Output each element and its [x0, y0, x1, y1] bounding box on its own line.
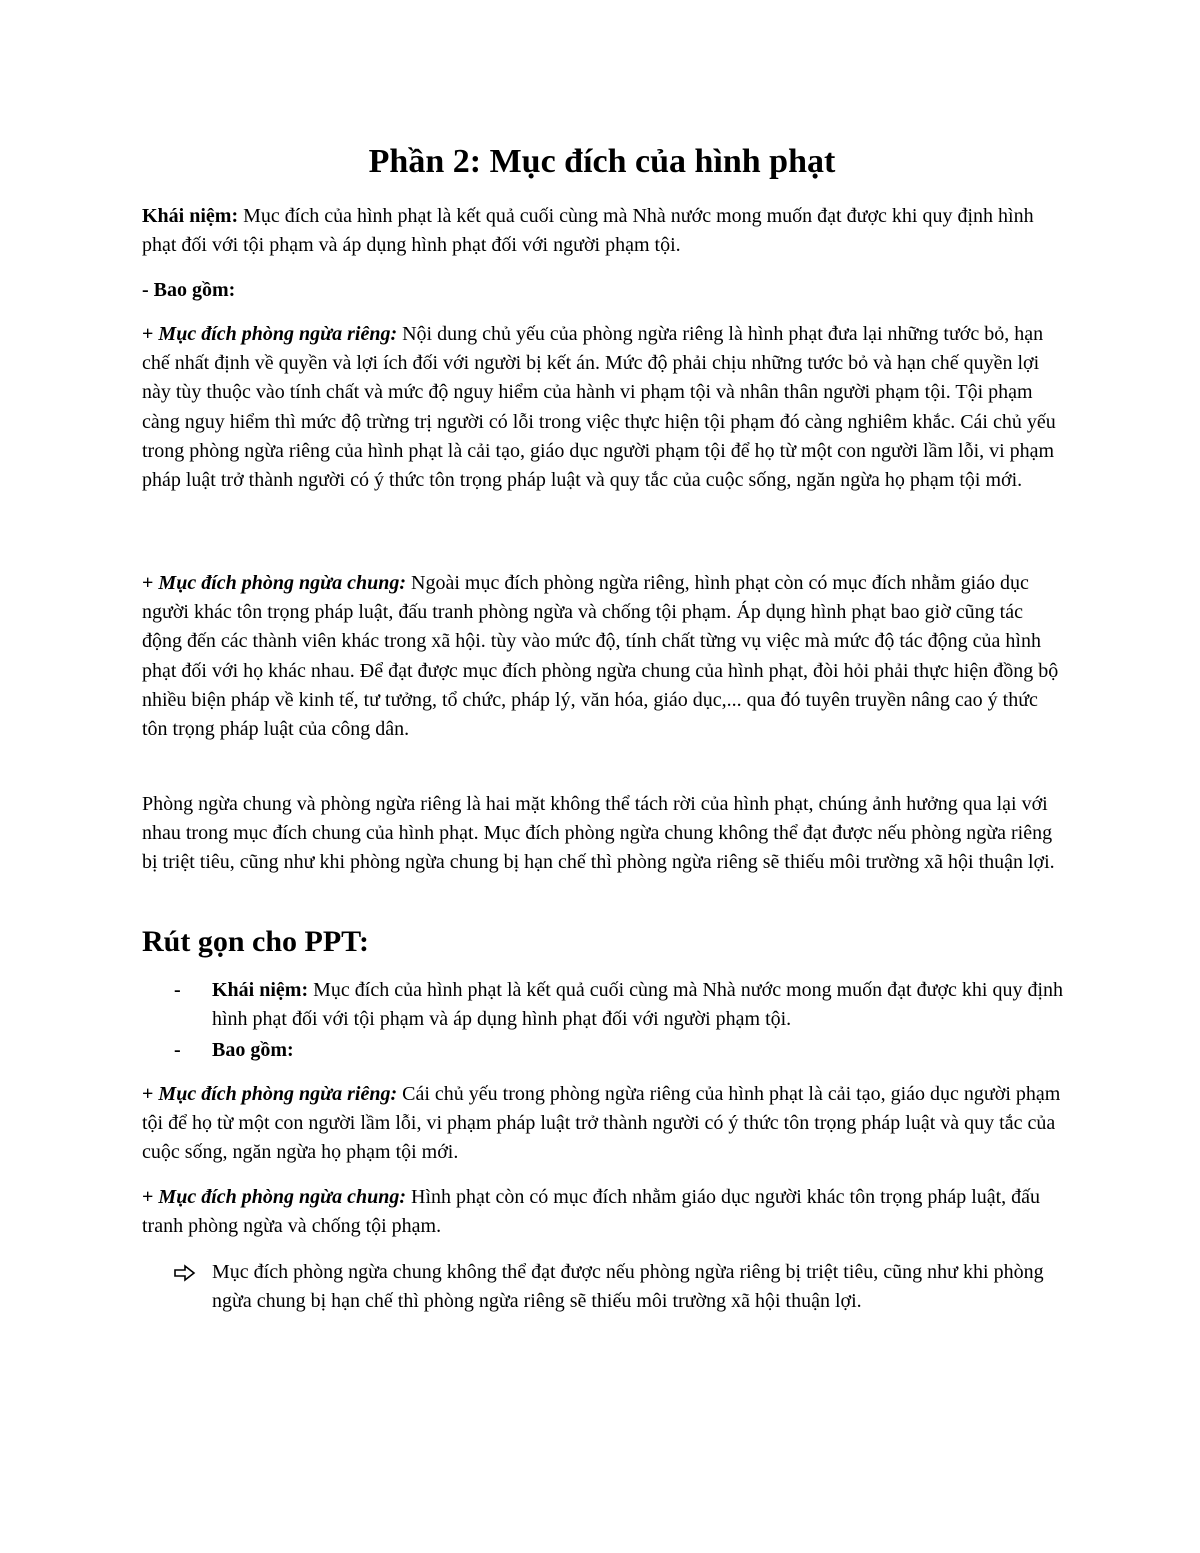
page-title: Phần 2: Mục đích của hình phạt	[368, 143, 836, 180]
general-prevention-text: Ngoài mục đích phòng ngừa riêng, hình phạt còn có mục đích nhằm giáo dục người khác tôn trọng pháp luật, đấu tranh phòng ngừa và chống tội phạm. Áp dụng hình phạt bao giờ cũng tác động đến các thành viên khác trong xã hội. tùy vào mức độ, tính chất từng vụ việc mà mức độ tác động của hình phạt đối với họ khác nhau. Để đạt được mục đích phòng ngừa chung của hình phạt, đòi hỏi phải thực hiện đồng bộ nhiều biện pháp về kinh tế, tư tưởng, tổ chức, pháp lý, văn hóa, giáo dục,... qua đó tuyên truyền nâng cao ý thức tôn trọng pháp luật của công dân.	[142, 572, 1059, 741]
summary-private-label: Mục đích phòng ngừa riêng:	[158, 1083, 398, 1105]
bullet-marker: -	[174, 979, 181, 1001]
concept-label: Khái niệm:	[142, 205, 239, 227]
summary-private-paragraph	[142, 1080, 1062, 1168]
summary-includes-label: Bao gồm:	[212, 1039, 294, 1061]
bullet-marker: -	[174, 1039, 181, 1061]
summary-heading: Rút gọn cho PPT:	[142, 925, 369, 958]
summary-concept-label: Khái niệm:	[212, 979, 309, 1001]
summary-general-text: Hình phạt còn có mục đích nhằm giáo dục người khác tôn trọng pháp luật, đấu tranh phòng ngừa và chống tội phạm.	[142, 1186, 1041, 1238]
private-prevention-paragraph	[142, 320, 1062, 495]
summary-concept-text: Mục đích của hình phạt là kết quả cuối cùng mà Nhà nước mong muốn đạt được khi quy định hình phạt đối với tội phạm và áp dụng hình phạt đối với người phạm tội.	[212, 979, 1064, 1031]
private-prefix: +	[142, 323, 159, 345]
general-prevention-paragraph	[142, 569, 1062, 744]
concept-text: Mục đích của hình phạt là kết quả cuối cùng mà Nhà nước mong muốn đạt được khi quy định hình phạt đối với tội phạm và áp dụng hình phạt đối với người phạm tội.	[142, 205, 1034, 257]
summary-general-paragraph	[142, 1183, 1062, 1241]
summary-private-text: Cái chủ yếu trong phòng ngừa riêng của hình phạt là cải tạo, giáo dục người phạm tội để họ từ một con người lầm lỗi, vi phạm pháp luật trở thành người có ý thức tôn trọng pháp luật và quy tắc của cuộc sống, ngăn ngừa họ phạm tội mới.	[142, 1083, 1061, 1164]
private-prevention-text: Nội dung chủ yếu của phòng ngừa riêng là hình phạt đưa lại những tước bỏ, hạn chế nhất định về quyền và lợi ích đối với người bị kết án. Mức độ phải chịu những tước bỏ và hạn chế quyền lợi này tùy thuộc vào tính chất và mức độ nguy hiểm của hành vi phạm tội và nhân thân người phạm tội. Tội phạm càng nguy hiểm thì mức độ trừng trị người có lỗi trong việc thực hiện tội phạm đó càng nghiêm khắc. Cái chủ yếu trong phòng ngừa riêng của hình phạt là cải tạo, giáo dục người phạm tội để họ từ một con người lầm lỗi, vi phạm pháp luật trở thành người có ý thức tôn trọng pháp luật và quy tắc của cuộc sống, ngăn ngừa họ phạm tội mới.	[142, 323, 1056, 492]
summary-conclusion-text: Mục đích phòng ngừa chung không thể đạt được nếu phòng ngừa riêng bị triệt tiêu, cũng như khi phòng ngừa chung bị hạn chế thì phòng ngừa riêng sẽ thiếu môi trường xã hội thuận lợi.	[212, 1261, 1044, 1313]
general-prevention-label: Mục đích phòng ngừa chung:	[158, 572, 407, 594]
summary-general-prefix: +	[142, 1186, 159, 1208]
summary-private-prefix: +	[142, 1083, 159, 1105]
relation-paragraph: Phòng ngừa chung và phòng ngừa riêng là hai mặt không thể tách rời của hình phạt, chúng ảnh hưởng qua lại với nhau trong mục đích chung của hình phạt. Mục đích phòng ngừa chung không thể đạt được nếu phòng ngừa riêng bị triệt tiêu, cũng như khi phòng ngừa chung bị hạn chế thì phòng ngừa riêng sẽ thiếu môi trường xã hội thuận lợi.	[142, 793, 1055, 874]
general-prefix: +	[142, 572, 159, 594]
concept-paragraph	[142, 202, 1062, 260]
private-prevention-label: Mục đích phòng ngừa riêng:	[158, 323, 398, 345]
arrow-right-outline-icon	[174, 1264, 196, 1282]
summary-general-label: Mục đích phòng ngừa chung:	[158, 1186, 407, 1208]
summary-concept-body	[212, 976, 1072, 1034]
includes-label: - Bao gồm:	[142, 279, 236, 301]
